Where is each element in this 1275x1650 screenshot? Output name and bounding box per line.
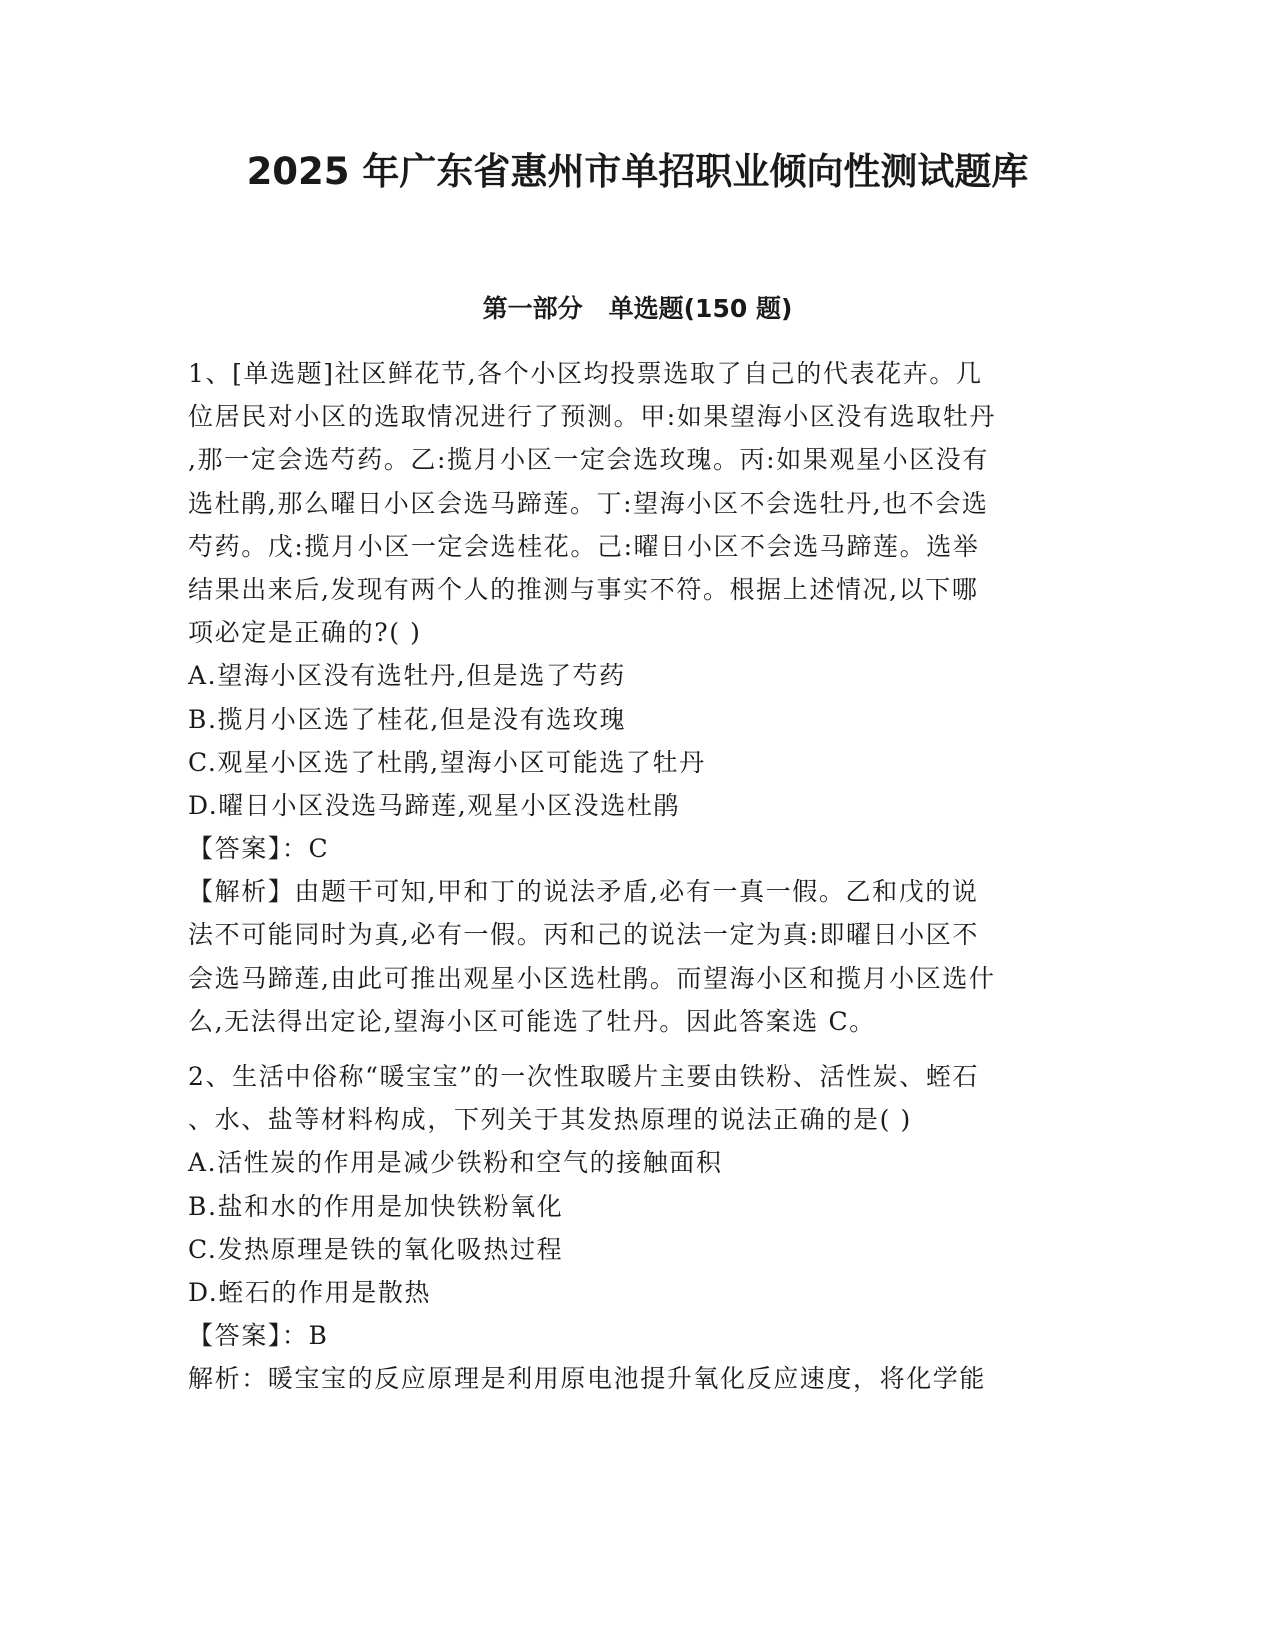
option-c: C.发热原理是铁的氧化吸热过程 xyxy=(188,1234,564,1264)
question-stem-line: 1、[单选题]社区鲜花节,各个小区均投票选取了自己的代表花卉。几 xyxy=(188,359,983,388)
question-stem-line: 2、生活中俗称“暖宝宝”的一次性取暖片主要由铁粉、活性炭、蛭石 xyxy=(188,1062,980,1091)
option-b: B.盐和水的作用是加快铁粉氧化 xyxy=(188,1191,564,1221)
analysis-line: 会选马蹄莲,由此可推出观星小区选杜鹃。而望海小区和揽月小区选什 xyxy=(188,963,996,993)
analysis-line: 解析：暖宝宝的反应原理是利用原电池提升氧化反应速度，将化学能 xyxy=(188,1364,987,1394)
question-2 xyxy=(188,1055,1078,1401)
question-stem-line: 项必定是正确的?( ) xyxy=(188,618,422,648)
section-label: 第一部分 xyxy=(482,294,583,323)
option-b: B.揽月小区选了桂花,但是没有选玫瑰 xyxy=(188,704,627,734)
question-stem-line: 选杜鹃,那么曜日小区会选马蹄莲。丁:望海小区不会选牡丹,也不会选 xyxy=(188,488,989,518)
question-1 xyxy=(188,352,1078,1043)
analysis-line: 么,无法得出定论,望海小区可能选了牡丹。因此答案选 C。 xyxy=(188,1006,876,1036)
analysis-line: 法不可能同时为真,必有一假。丙和己的说法一定为真:即曜日小区不 xyxy=(188,920,979,950)
section-name: 单选题(150 题) xyxy=(608,294,793,323)
question-stem-line: 位居民对小区的选取情况进行了预测。甲:如果望海小区没有选取牡丹 xyxy=(188,402,997,432)
option-a: A.活性炭的作用是减少铁粉和空气的接触面积 xyxy=(188,1148,723,1178)
option-a: A.望海小区没有选牡丹,但是选了芍药 xyxy=(188,661,626,691)
document-title: 2025 年广东省惠州市单招职业倾向性测试题库 xyxy=(246,150,1029,193)
answer-line: 【答案】：B xyxy=(188,1321,329,1351)
option-c: C.观星小区选了杜鹃,望海小区可能选了牡丹 xyxy=(188,747,706,777)
question-stem-line: 芍药。戊:揽月小区一定会选桂花。己:曜日小区不会选马蹄莲。选举 xyxy=(188,531,980,561)
question-stem-line: 结果出来后,发现有两个人的推测与事实不符。根据上述情况,以下哪 xyxy=(188,574,979,604)
option-d: D.曜日小区没选马蹄莲,观星小区没选杜鹃 xyxy=(188,790,681,820)
question-stem-line: 、水、盐等材料构成，下列关于其发热原理的说法正确的是( ) xyxy=(188,1105,912,1135)
analysis-line: 【解析】由题干可知,甲和丁的说法矛盾,必有一真一假。乙和戊的说 xyxy=(188,877,979,907)
option-d: D.蛭石的作用是散热 xyxy=(188,1277,432,1307)
section-heading xyxy=(0,292,1275,326)
answer-line: 【答案】：C xyxy=(188,834,330,864)
question-stem-line: ,那一定会选芍药。乙:揽月小区一定会选玫瑰。丙:如果观星小区没有 xyxy=(188,445,989,475)
